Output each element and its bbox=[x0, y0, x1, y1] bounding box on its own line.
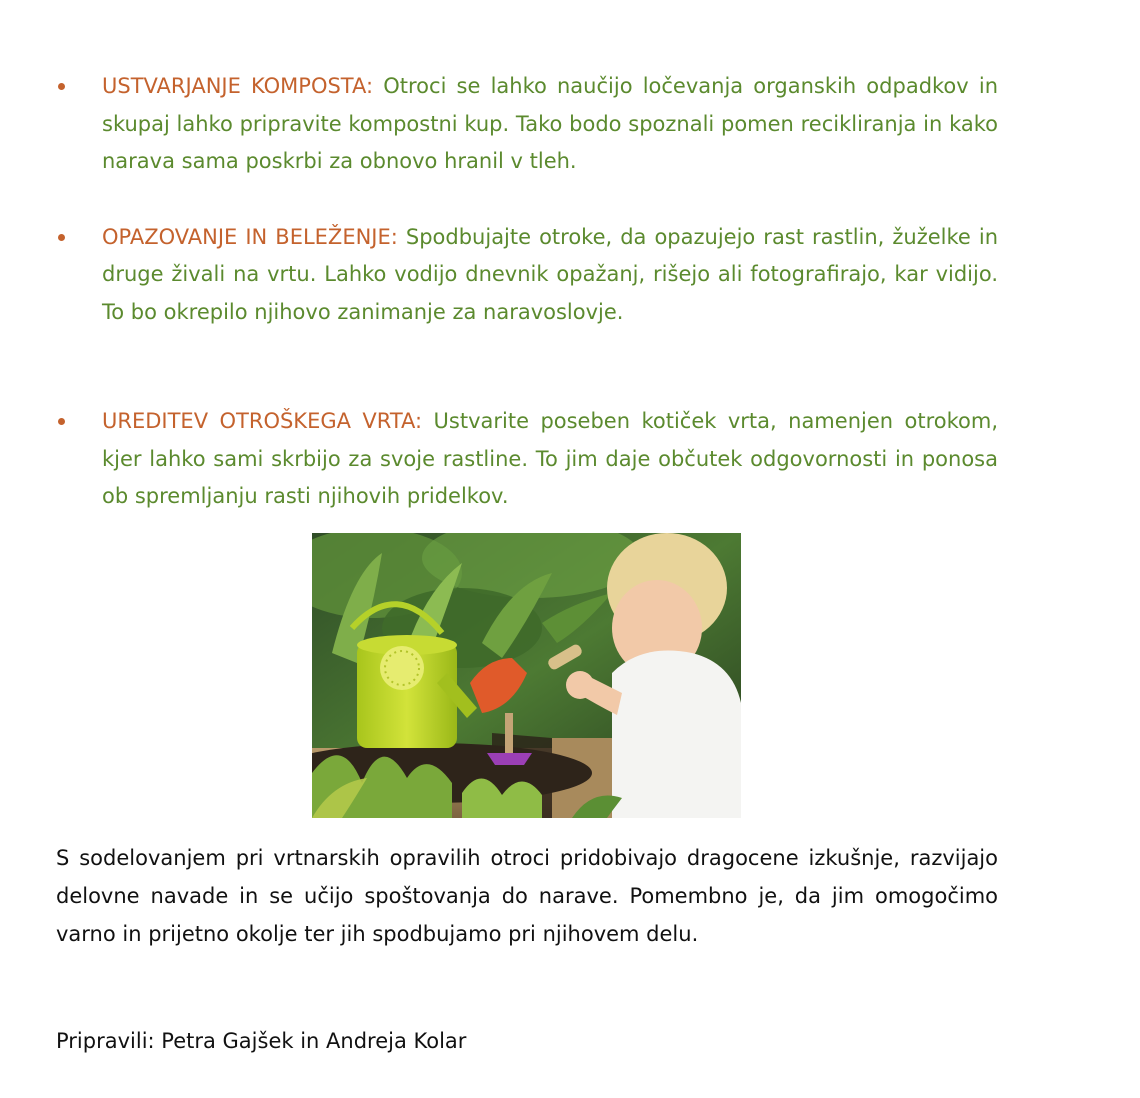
bullet-text: Ustvarite poseben kotiček vrta, namenjen otrokom, kjer lahko sami skrbijo za svoje rastline. To jim daje občutek odgovornosti in ponosa ob spremljanju rasti njihovih pridelkov. bbox=[102, 409, 998, 508]
closing-paragraph: S sodelovanjem pri vrtnarskih opravilih otroci pridobivajo dragocene izkušnje, razvijajo delovne navade in se učijo spoštovanja do narave. Pomembno je, da jim omogočimo varno in prijetno okolje ter jih spodbujamo pri njihovem delu. bbox=[56, 846, 998, 946]
bullet-colon: : bbox=[366, 74, 374, 98]
list-item-compost bbox=[58, 68, 998, 181]
bullet-text: Spodbujajte otroke, da opazujejo rast rastlin, žuželke in druge živali na vrtu. Lahko vodijo dnevnik opažanj, rišejo ali fotografirajo, kar vidijo. To bo okrepilo njihovo zanimanje za naravoslovje. bbox=[102, 224, 998, 324]
activity-list bbox=[58, 68, 998, 516]
list-item-observation bbox=[58, 219, 998, 332]
photo-illustration bbox=[312, 533, 741, 818]
bullet-icon bbox=[58, 418, 65, 425]
child-gardening-photo bbox=[312, 533, 741, 818]
bullet-colon: : bbox=[390, 224, 398, 249]
bullet-heading: OPAZOVANJE IN BELEŽENJE bbox=[102, 224, 391, 249]
bullet-icon bbox=[58, 83, 65, 90]
bullet-colon: : bbox=[415, 409, 423, 433]
bullet-icon bbox=[58, 234, 65, 241]
list-item-children-garden bbox=[58, 403, 998, 516]
bullet-heading: UREDITEV OTROŠKEGA VRTA bbox=[102, 409, 416, 433]
bullet-heading: USTVARJANJE KOMPOSTA bbox=[102, 74, 367, 98]
credits-line: Pripravili: Petra Gajšek in Andreja Kolar bbox=[56, 1029, 467, 1053]
bullet-text: Otroci se lahko naučijo ločevanja organskih odpadkov in skupaj lahko pripravite kompostni kup. Tako bodo spoznali pomen recikliranja in kako narava sama poskrbi za obnovo hranil v tleh. bbox=[102, 74, 999, 173]
